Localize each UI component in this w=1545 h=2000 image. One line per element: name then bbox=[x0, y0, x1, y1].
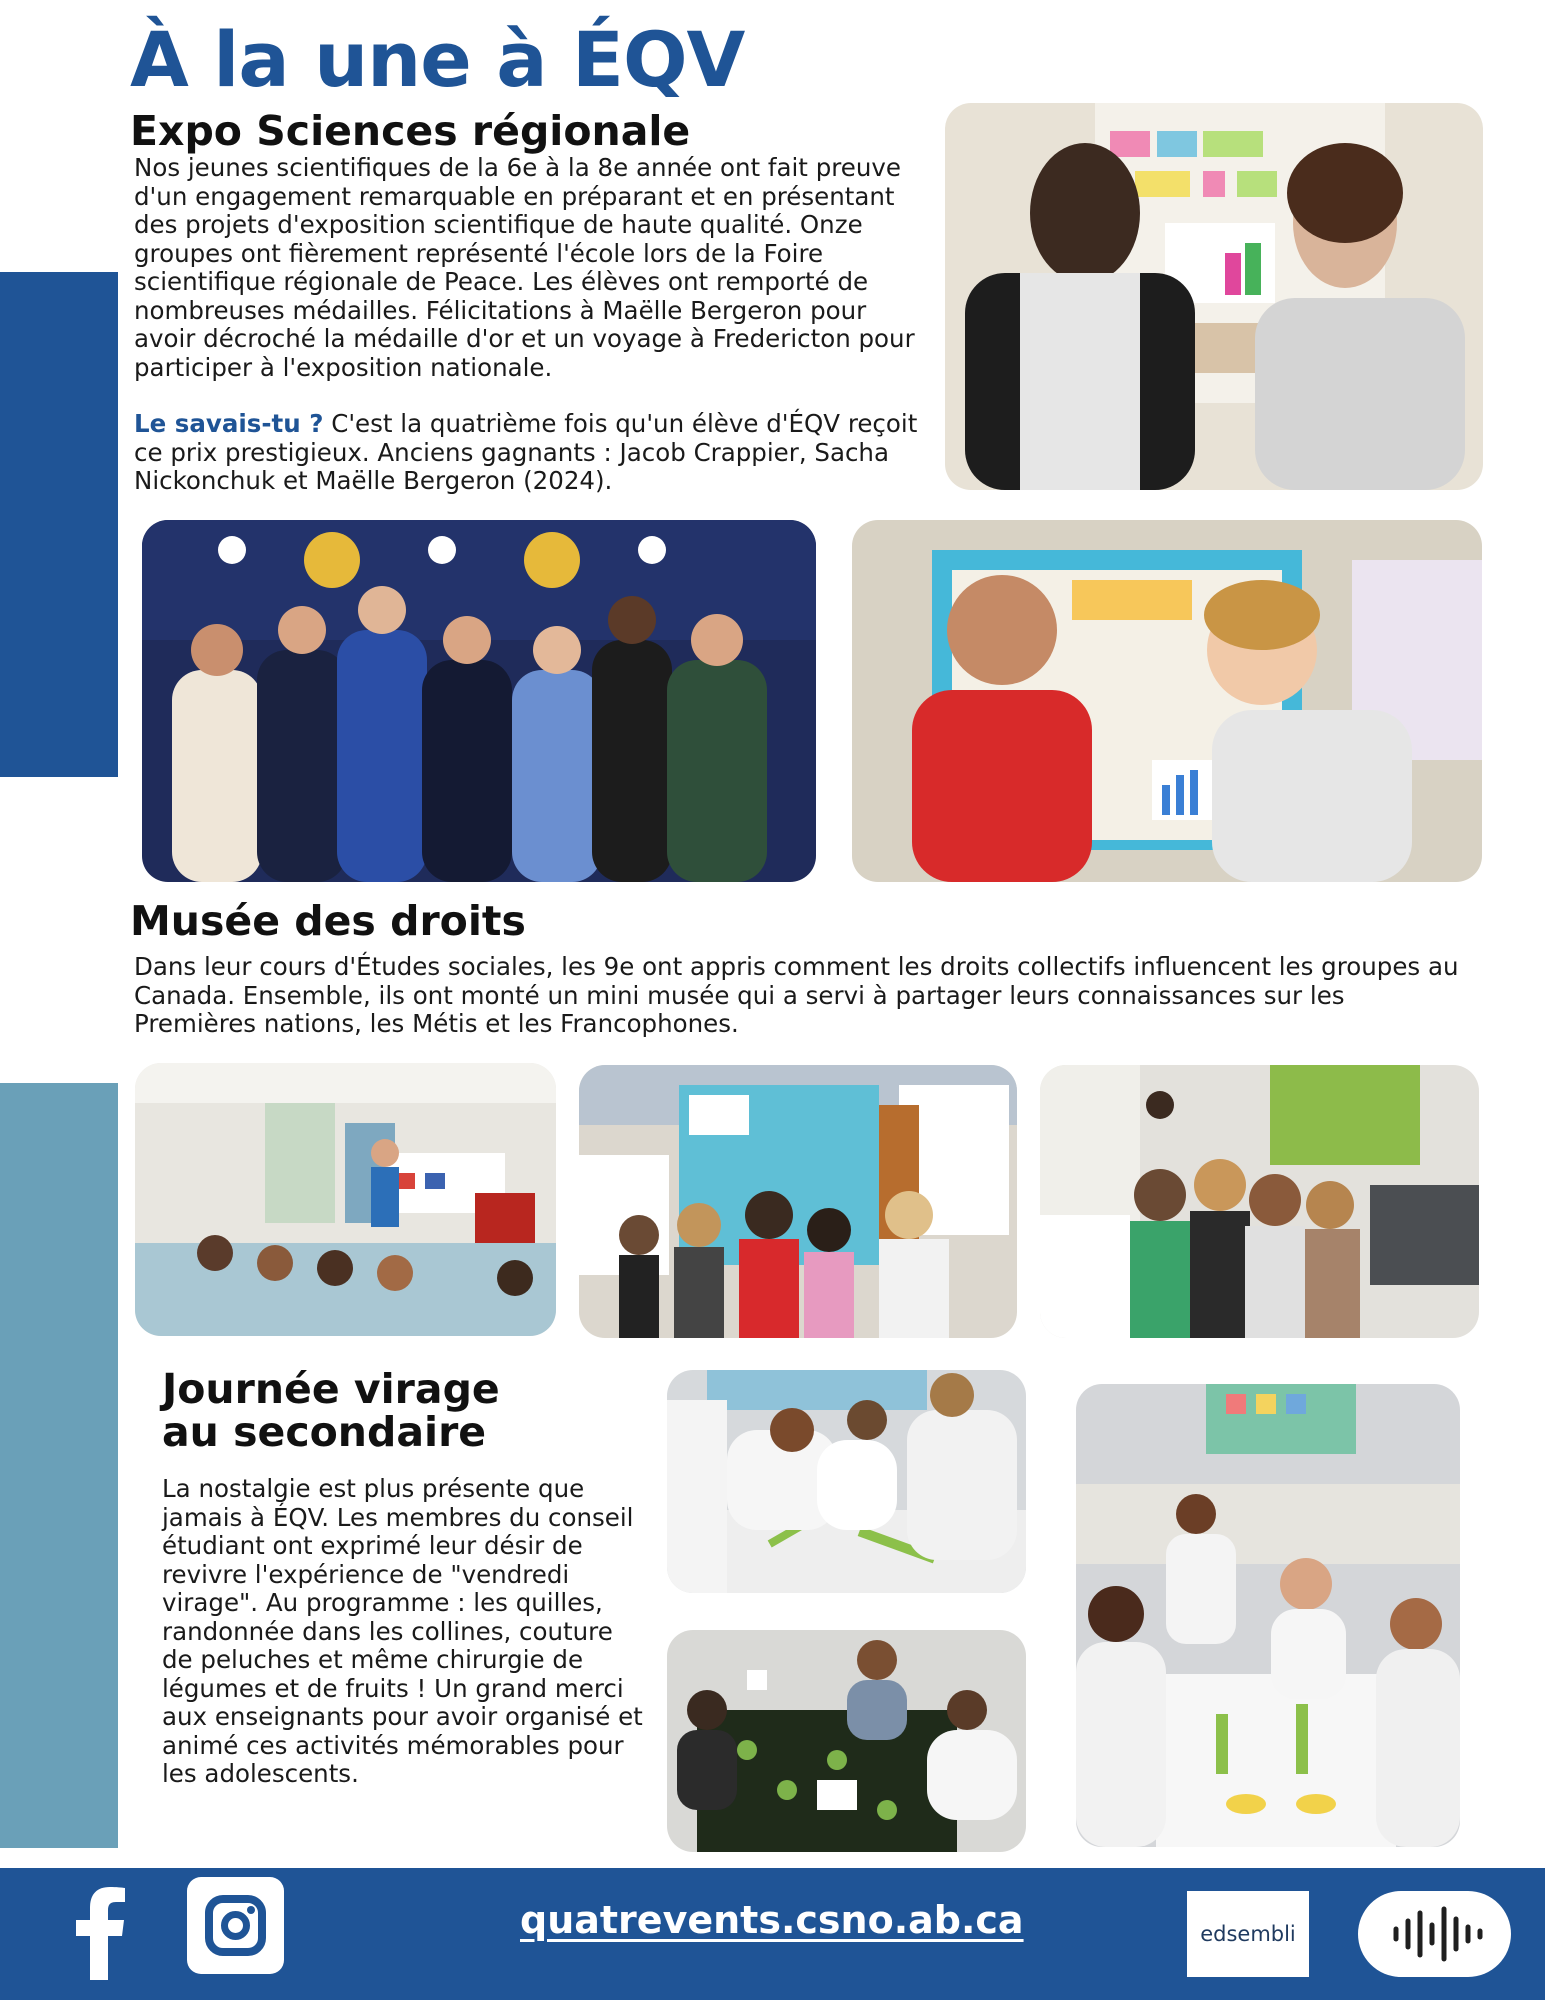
journee-heading-line1: Journée virage bbox=[162, 1365, 500, 1413]
photo-group-medals bbox=[142, 520, 816, 882]
musee-paragraph: Dans leur cours d'Études sociales, les 9e ont appris comment les droits collectifs influencent les groupes au Canada. Ensemble, ils ont monté un mini musée qui a servi à partager leurs connaissances sur les Premières nations, les Métis et les Francophones. bbox=[134, 952, 1459, 1038]
photo-students-poster bbox=[945, 103, 1483, 490]
expo-paragraph: Nos jeunes scientifiques de la 6e à la 8e année ont fait preuve d'un engagement remarquable en préparant et en présentant des projets d'exposition scientifique de haute qualité. Onze groupes ont fièrement représenté l'école lors de la Foire scientifique régionale de Peace. Les élèves ont remporté de nombreuses médailles. Félicitations à Maëlle Bergeron pour avoir décroché la médaille d'or et un voyage à Fredericton pour participer à l'exposition nationale. bbox=[134, 153, 915, 382]
photo-museum-children bbox=[1040, 1065, 1479, 1338]
photo-boys-project bbox=[852, 520, 1482, 882]
journee-paragraph: La nostalgie est plus présente que jamais à ÉQV. Les membres du conseil étudiant ont exprimé leur désir de revivre l'expérience de "vendredi virage". Au programme : les quilles, randonnée dans les collines, couture de peluches et même chirurgie de légumes et de fruits ! Un grand merci aux enseignants pour avoir organisé et animé ces activités mémorables pour les adolescents. bbox=[162, 1474, 643, 1788]
journee-heading-line2: au secondaire bbox=[162, 1408, 487, 1457]
photo-museum-display bbox=[579, 1065, 1017, 1338]
photo-museum-presentation bbox=[135, 1063, 556, 1336]
photo-fruit-surgery bbox=[667, 1370, 1026, 1593]
instagram-icon[interactable] bbox=[187, 1877, 284, 1974]
page-title: À la une à ÉQV bbox=[130, 15, 745, 104]
edsembli-logo[interactable] bbox=[1187, 1891, 1309, 1977]
musee-heading: Musée des droits bbox=[130, 897, 526, 945]
decorative-bar-top bbox=[0, 272, 118, 777]
expo-fact bbox=[134, 410, 924, 496]
edsembli-label: edsembli bbox=[1200, 1922, 1296, 1946]
photo-lab-coats bbox=[1076, 1384, 1460, 1847]
expo-heading: Expo Sciences régionale bbox=[130, 107, 691, 155]
podcast-icon[interactable] bbox=[1358, 1891, 1511, 1977]
decorative-bar-bottom bbox=[0, 1083, 118, 1848]
photo-plush-sewing bbox=[667, 1630, 1026, 1852]
fact-label: Le savais-tu ? bbox=[134, 409, 324, 438]
facebook-icon[interactable] bbox=[70, 1880, 130, 1980]
fact-text: C'est la quatrième fois qu'un élève d'ÉQV reçoit ce prix prestigieux. Anciens gagnants : Jacob Crappier, Sacha Nickonchuk et Maëlle Bergeron (2024). bbox=[134, 409, 918, 495]
website-link[interactable]: quatrevents.csno.ab.ca bbox=[520, 1898, 1024, 1942]
journee-heading bbox=[162, 1365, 582, 1457]
